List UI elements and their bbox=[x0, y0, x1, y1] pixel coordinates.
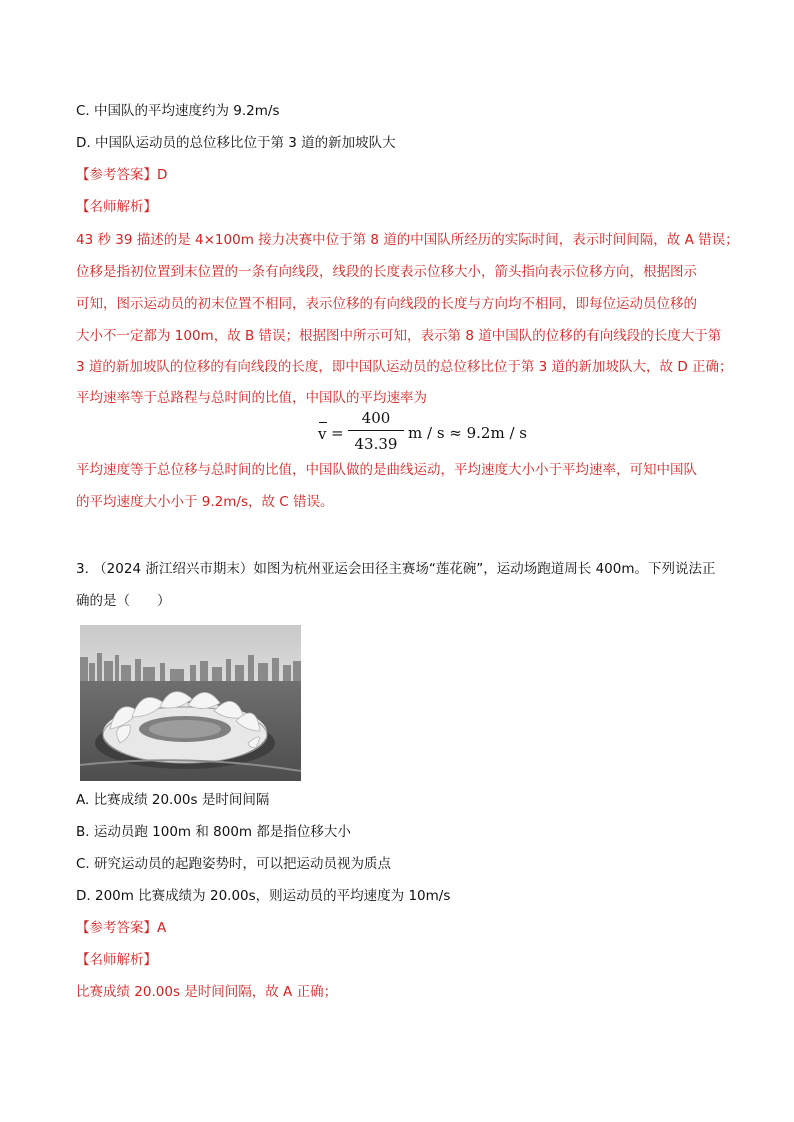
analysis-line: 43 秒 39 描述的是 4×100m 接力决赛中位于第 8 道的中国队所经历的实际时间，表示时间间隔，故 A 错误； bbox=[76, 232, 739, 248]
analysis-line: 比赛成绩 20.00s 是时间间隔，故 A 正确； bbox=[76, 984, 338, 1000]
option-c: C. 中国队的平均速度约为 9.2m/s bbox=[76, 103, 280, 119]
analysis-conclusion-line: 的平均速度大小小于 9.2m/s，故 C 错误。 bbox=[76, 494, 334, 510]
question-3-stem: 确的是（ ） bbox=[76, 593, 171, 609]
option-a: A. 比赛成绩 20.00s 是时间间隔 bbox=[76, 792, 270, 808]
fraction-bar bbox=[348, 430, 404, 431]
formula-denominator: 43.39 bbox=[354, 435, 398, 453]
analysis-line: 3 道的新加坡队的位移的有向线段的长度，即中国队运动员的总位移比位于第 3 道的新加坡队大，故 D 正确； bbox=[76, 359, 733, 375]
option-c: C. 研究运动员的起跑姿势时，可以把运动员视为质点 bbox=[76, 856, 392, 872]
answer-label: 【参考答案】D bbox=[76, 167, 168, 183]
stadium-photo bbox=[80, 625, 301, 781]
analysis-line: 大小不一定都为 100m，故 B 错误；根据图中所示可知，表示第 8 道中国队的位移的有向线段的长度大于第 bbox=[76, 328, 722, 344]
analysis-conclusion-line: 平均速度等于总位移与总时间的比值，中国队做的是曲线运动，平均速度大小小于平均速率，可知中国队 bbox=[76, 462, 697, 478]
analysis-line: 位移是指初位置到末位置的一条有向线段，线段的长度表示位移大小，箭头指向表示位移方向，根据图示 bbox=[76, 264, 697, 280]
average-speed-formula bbox=[318, 409, 527, 453]
v-bar-symbol: v bbox=[318, 425, 326, 443]
option-d: D. 200m 比赛成绩为 20.00s，则运动员的平均速度为 10m/s bbox=[76, 888, 451, 904]
question-3-stem: 3. （2024 浙江绍兴市期末）如图为杭州亚运会田径主赛场“莲花碗”，运动场跑道周长 400m。下列说法正 bbox=[76, 561, 716, 577]
answer-label: 【参考答案】A bbox=[76, 920, 167, 936]
analysis-heading: 【名师解析】 bbox=[76, 952, 157, 968]
formula-equals: = bbox=[331, 424, 344, 442]
formula-fraction bbox=[348, 409, 404, 453]
option-b: B. 运动员跑 100m 和 800m 都是指位移大小 bbox=[76, 824, 351, 840]
formula-numerator: 400 bbox=[361, 409, 391, 427]
analysis-line: 可知，图示运动员的初末位置不相同，表示位移的有向线段的长度与方向均不相同，即每位运动员位移的 bbox=[76, 296, 697, 312]
analysis-heading: 【名师解析】 bbox=[76, 199, 157, 215]
option-d: D. 中国队运动员的总位移比位于第 3 道的新加坡队大 bbox=[76, 135, 396, 151]
formula-result: m / s ≈ 9.2m / s bbox=[408, 424, 527, 442]
analysis-line: 平均速率等于总路程与总时间的比值，中国队的平均速率为 bbox=[76, 390, 427, 406]
